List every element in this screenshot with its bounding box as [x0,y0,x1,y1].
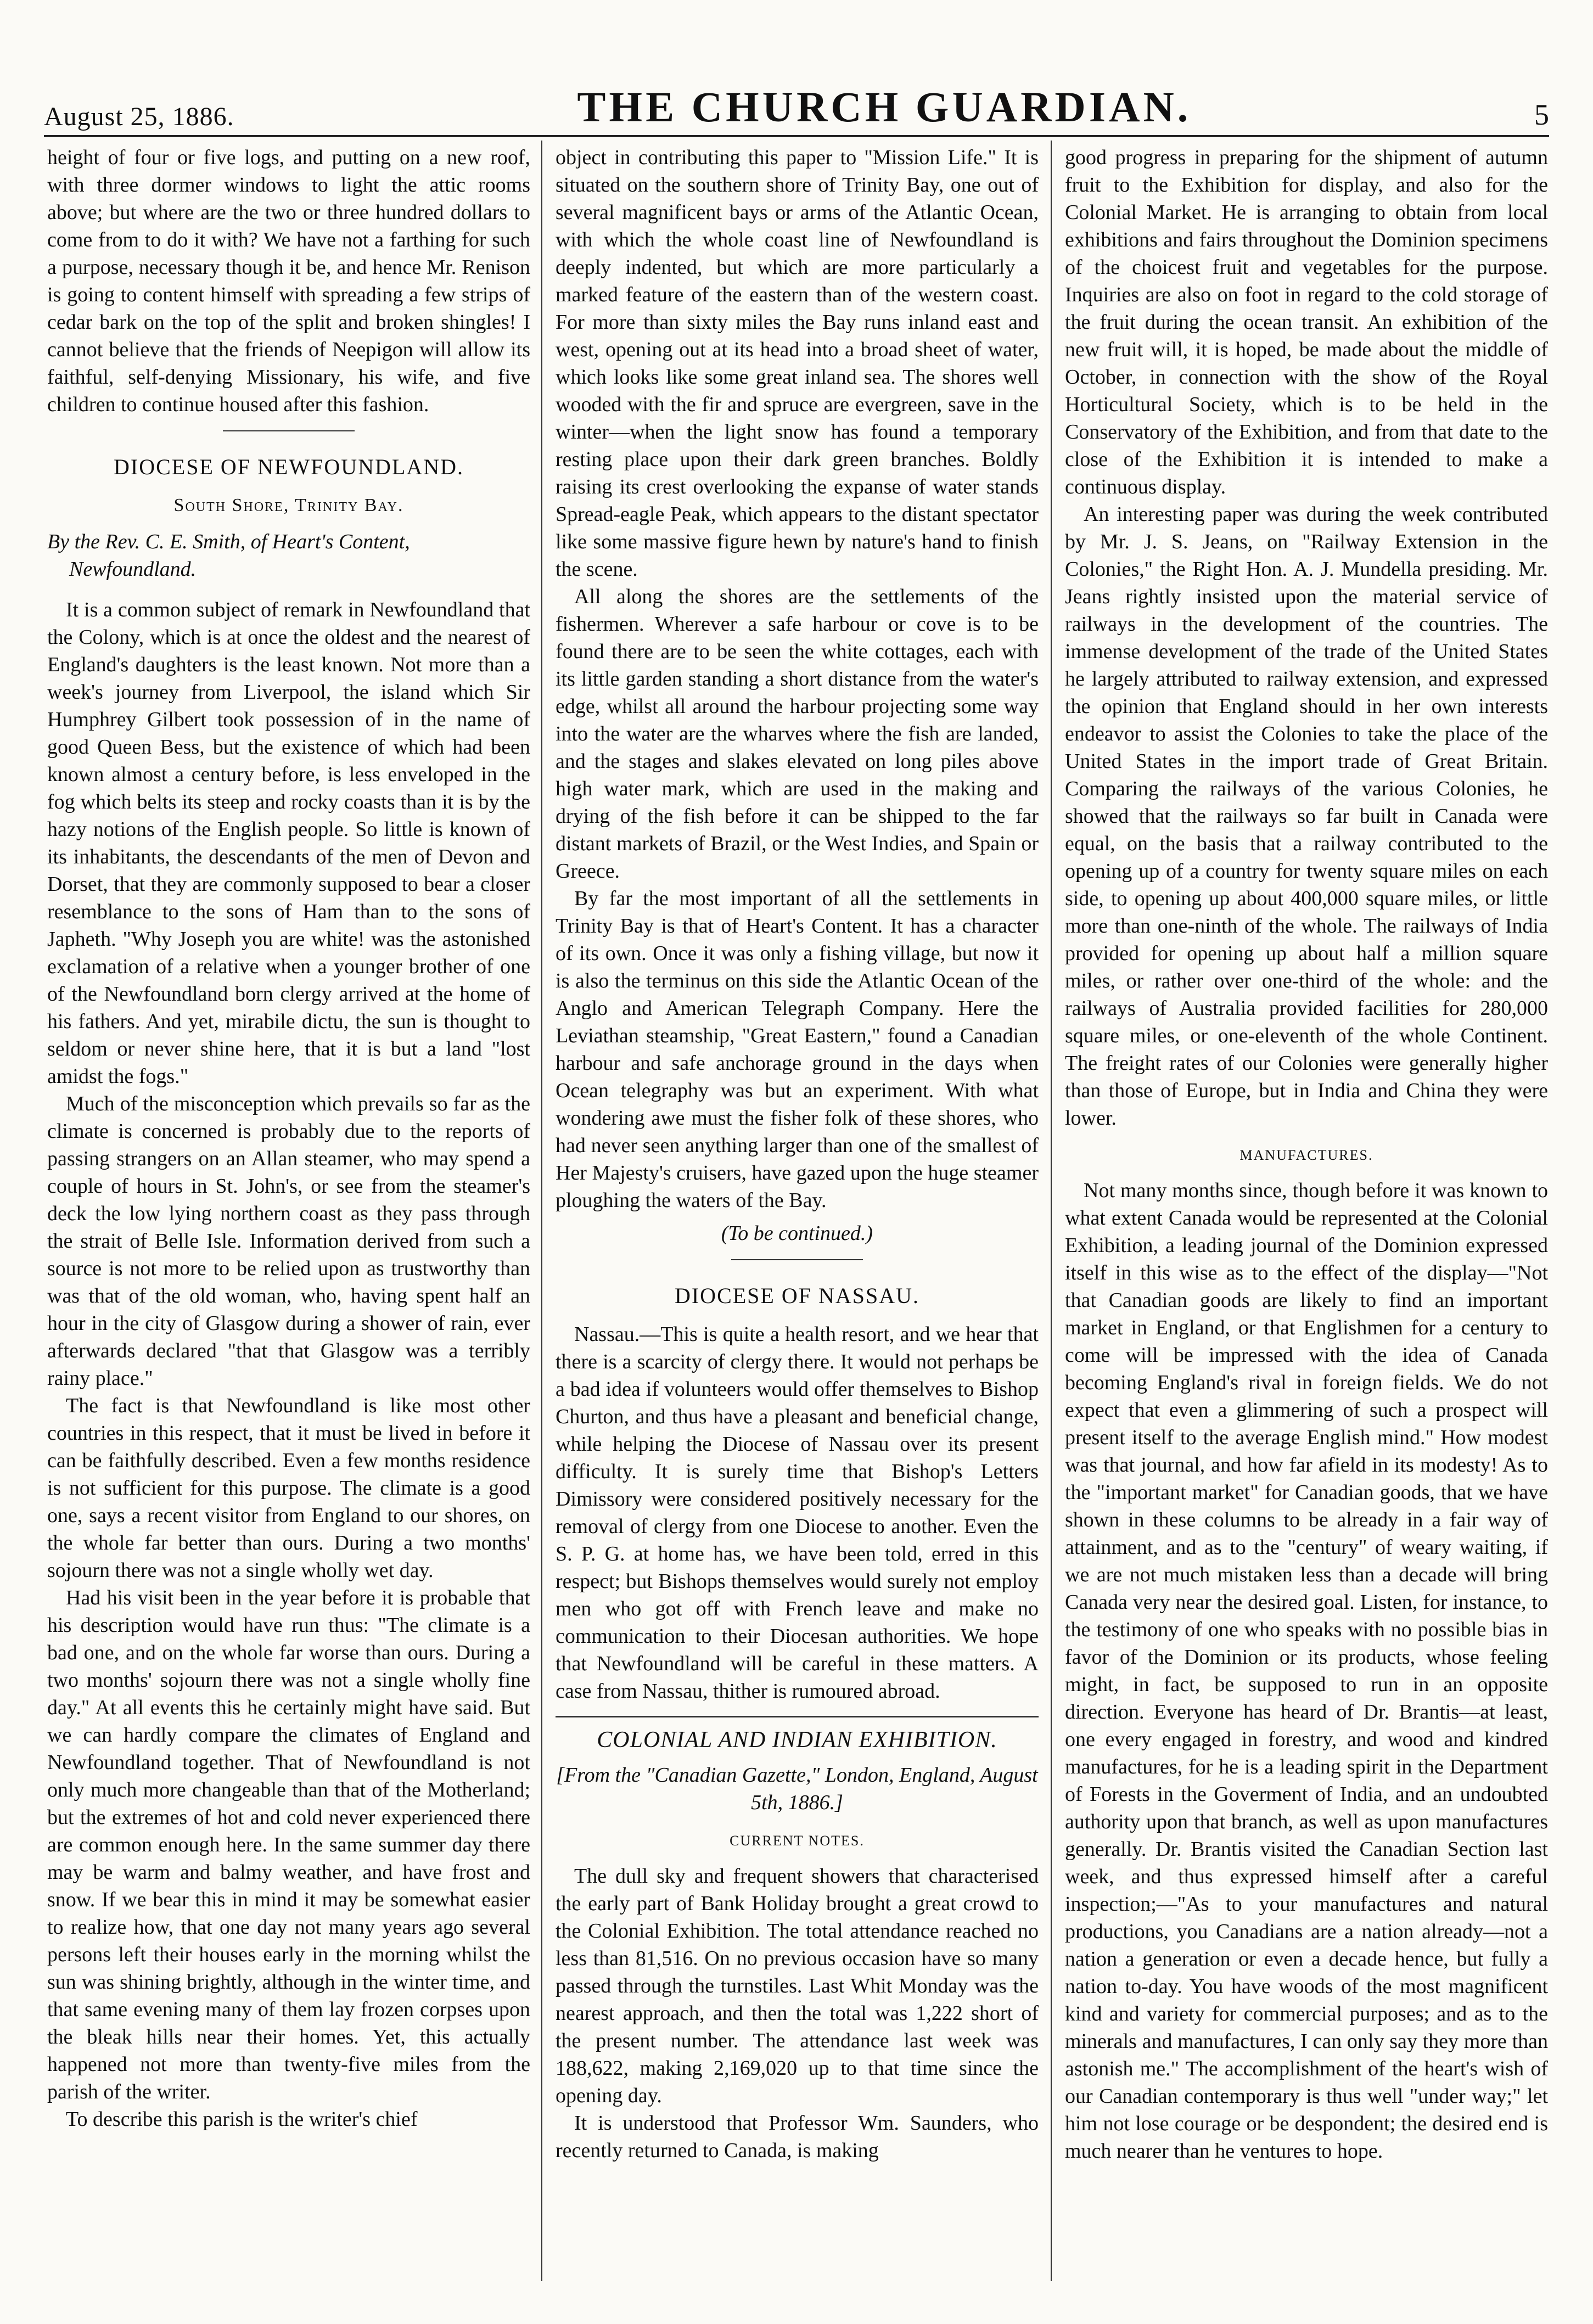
paragraph: Not many months since, though before it was known to what extent Canada would be represented at the Colonial Exhibition, a leading journal of the Dominion expressed itself in this wise as to the effect of the display—"Not that Canadian goods are likely to find an important market in England, or that Englishmen for a century to come will be impressed with the idea of Canada becoming England's rival in foreign fields. We do not expect that even a glimmering of such a prospect will present itself to the average English mind." How modest was that journal, and how far afield in its modesty! As to the "important market" for Canadian goods, that we have shown in these columns to be already in a fair way of attainment, and as to the "century" of weary waiting, if we are not much mistaken less than a decade will bring Canada very near the desired goal. Listen, for instance, to the testimony of one who speaks with no possible bias in favor of the Dominion or its products, whose feeling might, in fact, be supposed to run in an opposite direction. Everyone has heard of Dr. Brantis—at least, one every engaged in forestry, and wood and kindred manufactures, for he is a leading spirit in the Department of Forests in the Goverment of India, and an undoubted authority upon that branch, as well as upon manufactures generally. Dr. Brantis visited the Canadian Section last week, and thus expressed himself after a careful inspection;—"As to your manufactures and natural productions, you Canadians are a nation already—not a nation a generation or even a decade hence, but fully a nation to-day. You have woods of the most magnificent kind and variety for commercial purposes; and as to the minerals and manufactures, I can only say they more than astonish me." The accomplishment of the heart's wish of our Canadian contemporary is thus well "under way;" let him not lose courage or be despondent; the desired end is much nearer than he ventures to hope. [1065,1179,1548,2163]
continued-note: (To be continued.) [721,1222,873,1245]
paragraph: The dull sky and frequent showers that characterised the early part of Bank Holiday brought a great crowd to the Colonial Exhibition. The total attendance reached no less than 81,516. On no previous occasion have so many passed through the turnstiles. Last Whit Monday was the nearest approach, and then the total was 1,222 short of the present number. The attendance last week was 188,622, making 2,169,020 up to that time since the opening day. [556,1865,1039,2107]
subheading: MANUFACTURES. [1239,1147,1373,1163]
paragraph: By far the most important of all the settlements in Trinity Bay is that of Heart's Content. It has a character of its own. Once it was only a fishing village, but now it is also the terminus on this side the Atlantic Ocean of the Anglo and American Telegraph Company. Here the Leviathan steamship, "Great Eastern," found a Canadian harbour and safe anchorage ground in the days when Ocean telegraphy was but an experiment. With what wondering awe must the fisher folk of these shores, who had never seen anything larger than one of the smallest of Her Majesty's cruisers, have gazed upon the huge steamer ploughing the waters of the Bay. [556,887,1039,1212]
article-heading: DIOCESE OF NASSAU. [674,1283,920,1308]
column-divider [1051,141,1052,2281]
article-subheading: South Shore, Trinity Bay. [173,495,404,515]
column-3 [1065,144,1548,2165]
paragraph: height of four or five logs, and putting on a new roof, with three dormer windows to light the attic rooms above; but where are the two or three hundred dollars to come from to do it with? We have not a farthing for such a purpose, necessary though it be, and hence Mr. Renison is going to content himself with spreading a few strips of cedar bark on the top of the split and broken shingles! I cannot believe that the friends of Neepigon will allow its faithful, self-denying Missionary, his wife, and five children to continue housed after this fashion. [47,146,530,416]
paragraph: All along the shores are the settlements of the fishermen. Wherever a safe harbour or cove is to be found there are to be seen the white cottages, each with its little garden standing a short distance from the water's edge, whilst all around the harbour projecting some way into the water are the wharves where the fish are landed, and the stages and slakes elevated on long piles above high water mark, which are used in the making and drying of the fish before it can be shipped to the far distant markets of Brazil, or the West Indies, and Spain or Greece. [556,585,1039,883]
paragraph: Had his visit been in the year before it is probable that his description would have run thus: "The climate is a bad one, and on the whole far worse than ours. During a two months' sojourn there was not a single wholly fine day." At all events this he certainly might have said. But we can hardly compare the climates of England and Newfoundland together. That of Newfoundland is not only much more changeable than that of the Motherland; but the extremes of hot and cold never experienced there are common enough here. In the same summer day there may be warm and balmy weather, and have frost and snow. If we bear this in mind it may be somewhat easier to realize how, that one day not many years ago several persons left their houses early in the morning whilst the sun was shining brightly, although in the winter time, and that same evening many of them lay frozen corpses upon the bleak hills near their homes. Yet, this actually happened not more than twenty-five miles from the parish of the writer. [47,1586,530,2103]
section-heading: COLONIAL AND INDIAN EXHIBITION. [556,1716,1039,1754]
source-note: [From the "Canadian Gazette," London, England, August 5th, 1886.] [556,1764,1038,1814]
page-number: 5 [1534,98,1549,131]
column-divider [541,141,542,2281]
masthead-title: THE CHURCH GUARDIAN. [577,83,1192,131]
issue-date: August 25, 1886. [44,102,234,131]
article-byline: By the Rev. C. E. Smith, of Heart's Content, Newfoundland. [47,530,410,581]
paragraph: The fact is that Newfoundland is like most other countries in this respect, that it must be lived in before it can be faithfully described. Even a few months residence is not sufficient for this purpose. The climate is a good one, says a recent visitor from England to our shores, on the whole far better than ours. During a two months' sojourn there was not a single wholly wet day. [47,1394,530,1582]
column-2 [556,144,1039,2164]
paragraph: It is understood that Professor Wm. Saunders, who recently returned to Canada, is making [556,2112,1039,2162]
paragraph: good progress in preparing for the shipment of autumn fruit to the Exhibition for display, and also for the Colonial Market. He is arranging to obtain from local exhibitions and fairs throughout the Dominion specimens of the choicest fruit and vegetables for the purpose. Inquiries are also on foot in regard to the cold storage of the fruit during the ocean transit. An exhibition of the new fruit will, it is hoped, be made about the middle of October, in connection with the show of the Royal Horticultural Society, which is to be held in the Conservatory of the Exhibition, and from that date to the close of the Exhibition it is intended to make a continuous display. [1065,146,1548,498]
section-rule [731,1259,863,1260]
paragraph: To describe this parish is the writer's chief [66,2108,418,2131]
paragraph: It is a common subject of remark in Newfoundland that the Colony, which is at once the oldest and the nearest of England's daughters is the least known. Not more than a week's journey from Liverpool, the island which Sir Humphrey Gilbert took possession of in the name of good Queen Bess, but the existence of which had been known almost a century before, is less enveloped in the fog which belts its steep and rocky coasts than it is by the hazy notions of the English people. So little is known of its inhabitants, the descendants of the men of Devon and Dorset, that they are commonly supposed to bear a closer resemblance to the sons of Ham than to the sons of Japheth. "Why Joseph you are white! was the astonished exclamation of a relative when a younger brother of one of the Newfoundland born clergy arrived at the home of his fathers. And yet, mirabile dictu, the sun is thought to seldom or never shine here, that it is but a land "lost amidst the fogs." [47,598,530,1088]
paragraph: Nassau.—This is quite a health resort, and we hear that there is a scarcity of clergy there. It would not perhaps be a bad idea if volunteers would offer themselves to Bishop Churton, and thus have a pleasant and beneficial change, while helping the Diocese of Nassau over its present difficulty. It is surely time that Bishop's Letters Dimissory were considered positively necessary for the removal of clergy from one Diocese to another. Even the S. P. G. at home has, we have been told, erred in this respect; but Bishops themselves would surely not employ men who got off with French leave and make no communication to their Diocesan authorities. We hope that Newfoundland will be careful in these matters. A case from Nassau, thither is rumoured abroad. [556,1323,1039,1703]
paragraph: An interesting paper was during the week contributed by Mr. J. S. Jeans, on "Railway Extension in the Colonies," the Right Hon. A. J. Mundella presiding. Mr. Jeans rightly insisted upon the material service of railways in the development of the countries. The immense development of the trade of the United States he largely attributed to railway extension, and expressed the opinion that England should in her own interests endeavor to assist the Colonies to take the place of the United States in the import trade of Great Britain. Comparing the railways of the various Colonies, he showed that the railways so far built in Canada were equal, on the basis that a railway contributed to the opening up of a country for twenty square miles on each side, to opening up about 400,000 square miles, or little more than one-ninth of the whole. The railways of India provided for opening up about half a million square miles, or rather over one-third of the whole: and the railways of Australia provided facilities for 280,000 square miles, or one-eleventh of the whole Continent. The freight rates of our Colonies were generally higher than those of Europe, but in India and China they were lower. [1065,503,1548,1130]
paragraph: Much of the misconception which prevails so far as the climate is concerned is probably due to the reports of passing strangers on an Allan steamer, who may spend a couple of hours in St. John's, or see from the steamer's deck the low lying northern coast as they pass through the strait of Belle Isle. Information derived from such a source is not more to be relied upon as trustworthy than was that of the old woman, who, having spent half an hour in the city of Glasgow during a shower of rain, ever afterwards declared "that that Glasgow was a terribly rainy place." [47,1092,530,1390]
section-rule [223,430,355,431]
page-header [44,66,1549,132]
paragraph: object in contributing this paper to "Mission Life." It is situated on the southern shore of Trinity Bay, one out of several magnificent bays or arms of the Atlantic Ocean, with which the whole coast line of Newfoundland is deeply indented, but which are more particularly a marked feature of the eastern than of the western coast. For more than sixty miles the Bay runs inland east and west, opening out at its head into a broad sheet of water, which looks like some great inland sea. The shores well wooded with the fir and spruce are evergreen, save in the winter—when the light snow has found a temporary resting place upon their dark green branches. Boldly raising its crest overlooking the expanse of water stands Spread-eagle Peak, which appears to the distant spectator like some massive figure hewn by nature's hand to finish the scene. [556,146,1039,581]
article-heading: DIOCESE OF NEWFOUNDLAND. [114,454,464,479]
subheading: CURRENT NOTES. [730,1833,865,1849]
header-rule [44,135,1549,137]
column-1 [47,144,530,2133]
